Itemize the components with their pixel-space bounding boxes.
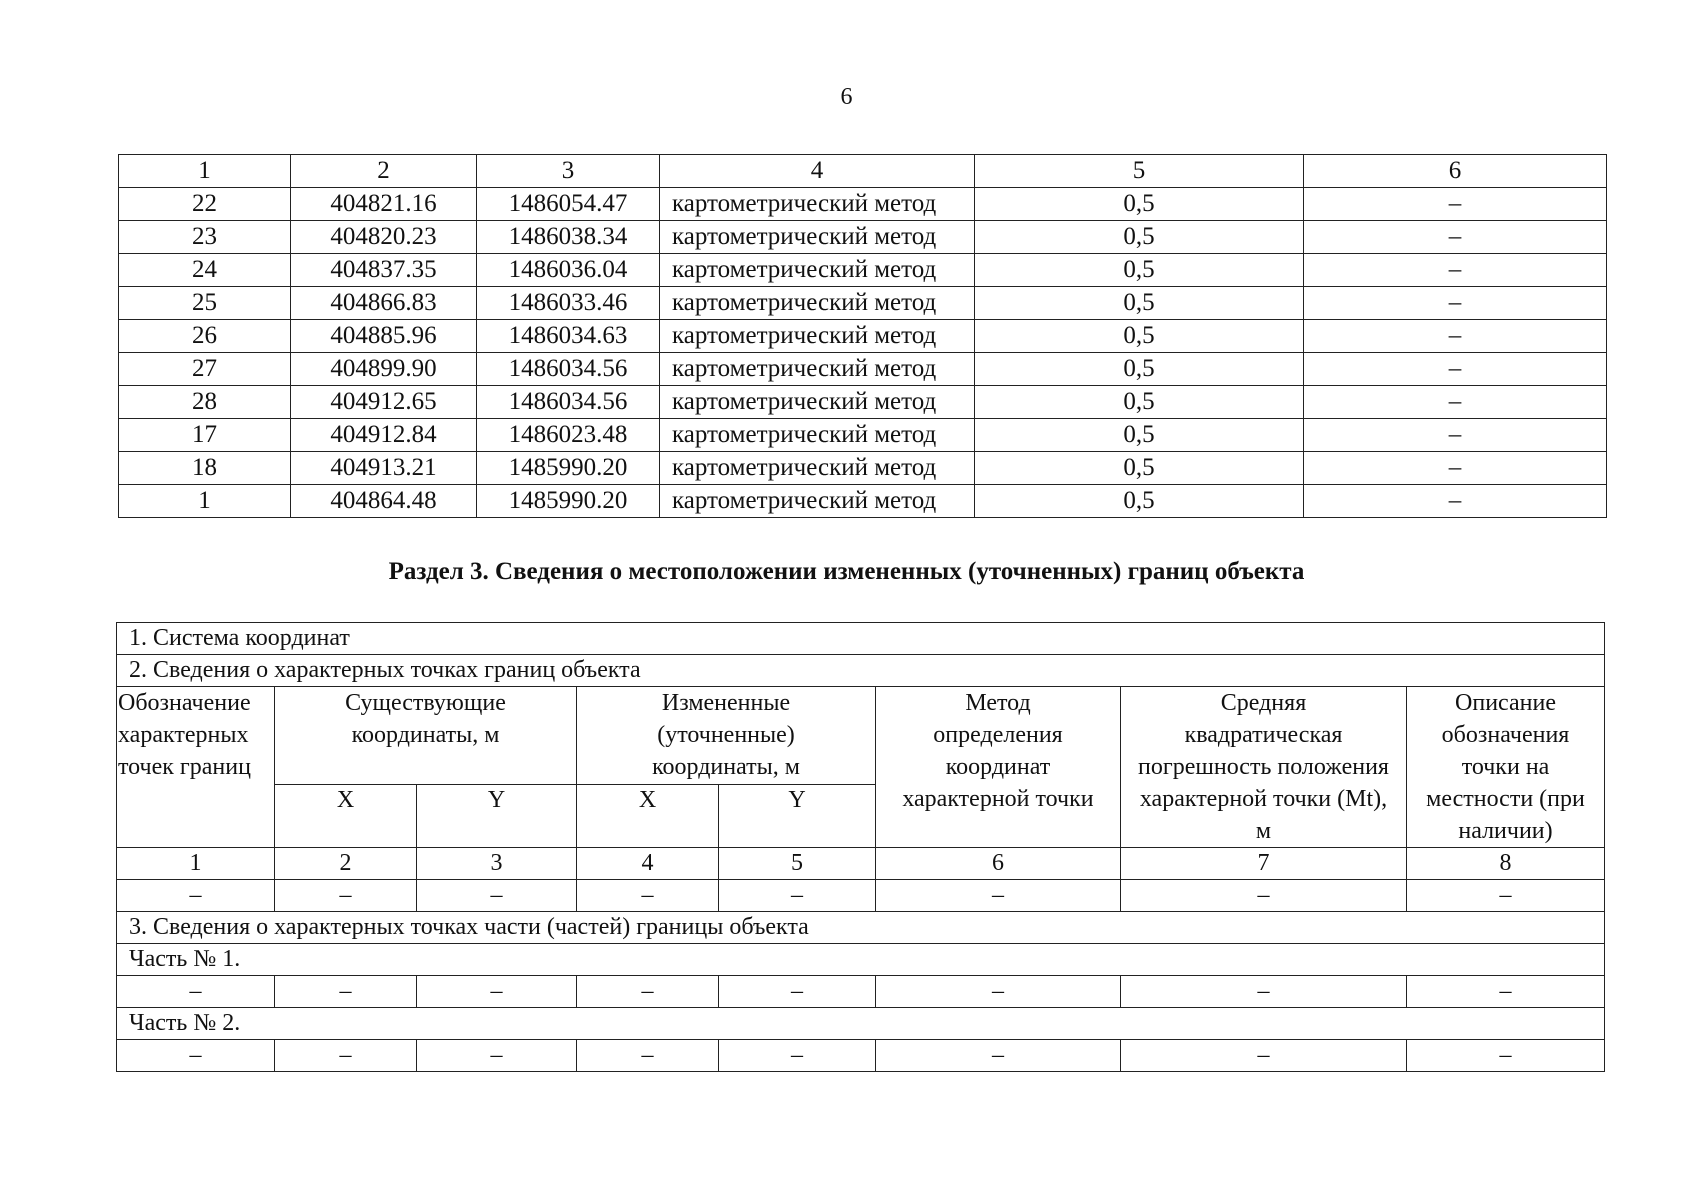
description-cell: – bbox=[1304, 320, 1607, 353]
point-number: 17 bbox=[119, 419, 291, 452]
header-existing-coords bbox=[275, 687, 577, 785]
description-cell: – bbox=[1304, 254, 1607, 287]
header-line: квадратическая bbox=[1184, 722, 1343, 748]
part2-row bbox=[117, 1008, 1605, 1040]
description-cell: – bbox=[1304, 485, 1607, 518]
dash-cell: – bbox=[1121, 880, 1407, 912]
parts-title-row bbox=[117, 912, 1605, 944]
method-cell: картометрический метод bbox=[660, 188, 975, 221]
column-number: 1 bbox=[119, 155, 291, 188]
header-changed-coords bbox=[577, 687, 876, 785]
header-line: наличии) bbox=[1458, 818, 1553, 844]
header-row-top bbox=[117, 687, 1605, 785]
column-number: 8 bbox=[1407, 848, 1605, 880]
point-number: 28 bbox=[119, 386, 291, 419]
column-number: 4 bbox=[577, 848, 719, 880]
table-row bbox=[119, 452, 1607, 485]
description-cell: – bbox=[1304, 353, 1607, 386]
error-value: 0,5 bbox=[975, 485, 1304, 518]
point-number: 22 bbox=[119, 188, 291, 221]
header-line: координаты, м bbox=[652, 754, 800, 780]
header-line: точки на bbox=[1461, 754, 1550, 780]
sub-header-x: X bbox=[275, 785, 417, 848]
changed-boundaries-table bbox=[116, 622, 1605, 1072]
description-cell: – bbox=[1304, 221, 1607, 254]
coord-y: 1486023.48 bbox=[477, 419, 660, 452]
error-value: 0,5 bbox=[975, 419, 1304, 452]
description-cell: – bbox=[1304, 188, 1607, 221]
column-number: 5 bbox=[975, 155, 1304, 188]
coord-y: 1486054.47 bbox=[477, 188, 660, 221]
dash-cell: – bbox=[719, 880, 876, 912]
empty-data-row bbox=[117, 976, 1605, 1008]
column-numbers-row bbox=[117, 848, 1605, 880]
header-line: определения bbox=[933, 722, 1063, 748]
part1-label: Часть № 1. bbox=[117, 944, 1605, 976]
points-title-row bbox=[117, 655, 1605, 687]
column-number: 6 bbox=[1304, 155, 1607, 188]
dash-cell: – bbox=[117, 880, 275, 912]
sub-header-y: Y bbox=[719, 785, 876, 848]
header-line: (уточненные) bbox=[657, 722, 795, 748]
parts-title: 3. Сведения о характерных точках части (частей) границы объекта bbox=[117, 912, 1605, 944]
column-number: 3 bbox=[477, 155, 660, 188]
point-number: 25 bbox=[119, 287, 291, 320]
dash-cell: – bbox=[417, 976, 577, 1008]
table-row bbox=[119, 386, 1607, 419]
header-mean-error bbox=[1121, 687, 1407, 848]
error-value: 0,5 bbox=[975, 188, 1304, 221]
table-row bbox=[119, 353, 1607, 386]
coord-y: 1485990.20 bbox=[477, 452, 660, 485]
point-number: 23 bbox=[119, 221, 291, 254]
table-row bbox=[119, 485, 1607, 518]
header-line: Существующие bbox=[345, 690, 506, 716]
sub-header-y: Y bbox=[417, 785, 577, 848]
coord-x: 404912.65 bbox=[291, 386, 477, 419]
method-cell: картометрический метод bbox=[660, 254, 975, 287]
table-row bbox=[119, 419, 1607, 452]
empty-data-row bbox=[117, 1040, 1605, 1072]
dash-cell: – bbox=[117, 1040, 275, 1072]
error-value: 0,5 bbox=[975, 353, 1304, 386]
section-title: Раздел 3. Сведения о местоположении измененных (уточненных) границ объекта bbox=[388, 558, 1305, 585]
dash-cell: – bbox=[876, 976, 1121, 1008]
coord-y: 1486034.63 bbox=[477, 320, 660, 353]
header-line: характерной точки bbox=[902, 786, 1094, 812]
dash-cell: – bbox=[1121, 976, 1407, 1008]
coord-y: 1486034.56 bbox=[477, 353, 660, 386]
header-description bbox=[1407, 687, 1605, 848]
table-row bbox=[119, 320, 1607, 353]
coord-system-row bbox=[117, 623, 1605, 655]
error-value: 0,5 bbox=[975, 320, 1304, 353]
header-line: обозначения bbox=[1441, 722, 1570, 748]
column-number: 2 bbox=[291, 155, 477, 188]
method-cell: картометрический метод bbox=[660, 419, 975, 452]
column-number: 5 bbox=[719, 848, 876, 880]
dash-cell: – bbox=[1407, 880, 1605, 912]
header-line: координаты, м bbox=[351, 722, 500, 748]
header-method bbox=[876, 687, 1121, 848]
coord-x: 404912.84 bbox=[291, 419, 477, 452]
table-row bbox=[119, 188, 1607, 221]
header-line: Метод bbox=[965, 690, 1031, 716]
header-designation bbox=[117, 687, 275, 848]
sub-header-x: X bbox=[577, 785, 719, 848]
header-line: точек границ bbox=[118, 754, 251, 780]
column-number: 2 bbox=[275, 848, 417, 880]
method-cell: картометрический метод bbox=[660, 386, 975, 419]
coord-y: 1485990.20 bbox=[477, 485, 660, 518]
dash-cell: – bbox=[719, 1040, 876, 1072]
description-cell: – bbox=[1304, 287, 1607, 320]
error-value: 0,5 bbox=[975, 452, 1304, 485]
coord-y: 1486036.04 bbox=[477, 254, 660, 287]
header-line: координат bbox=[945, 754, 1051, 780]
coord-x: 404866.83 bbox=[291, 287, 477, 320]
empty-data-row bbox=[117, 880, 1605, 912]
error-value: 0,5 bbox=[975, 221, 1304, 254]
table-header-row bbox=[119, 155, 1607, 188]
point-number: 27 bbox=[119, 353, 291, 386]
header-line: Измененные bbox=[661, 690, 791, 716]
dash-cell: – bbox=[1121, 1040, 1407, 1072]
error-value: 0,5 bbox=[975, 254, 1304, 287]
dash-cell: – bbox=[577, 880, 719, 912]
coord-x: 404821.16 bbox=[291, 188, 477, 221]
header-line: Обозначение bbox=[118, 690, 251, 716]
point-number: 1 bbox=[119, 485, 291, 518]
column-number: 6 bbox=[876, 848, 1121, 880]
dash-cell: – bbox=[117, 976, 275, 1008]
dash-cell: – bbox=[1407, 976, 1605, 1008]
coord-x: 404837.35 bbox=[291, 254, 477, 287]
points-title: 2. Сведения о характерных точках границ объекта bbox=[117, 655, 1605, 687]
table-row bbox=[119, 287, 1607, 320]
dash-cell: – bbox=[577, 1040, 719, 1072]
error-value: 0,5 bbox=[975, 386, 1304, 419]
header-line: м bbox=[1255, 818, 1272, 844]
coord-system-label: 1. Система координат bbox=[117, 623, 1605, 655]
method-cell: картометрический метод bbox=[660, 221, 975, 254]
description-cell: – bbox=[1304, 452, 1607, 485]
method-cell: картометрический метод bbox=[660, 353, 975, 386]
method-cell: картометрический метод bbox=[660, 485, 975, 518]
header-line: характерной точки (Mt), bbox=[1139, 786, 1388, 812]
dash-cell: – bbox=[275, 976, 417, 1008]
point-number: 18 bbox=[119, 452, 291, 485]
coord-x: 404820.23 bbox=[291, 221, 477, 254]
header-line: Описание bbox=[1455, 690, 1556, 716]
part2-label: Часть № 2. bbox=[117, 1008, 1605, 1040]
column-number: 3 bbox=[417, 848, 577, 880]
header-line: местности (при bbox=[1426, 786, 1585, 812]
page-number: 6 bbox=[840, 84, 853, 110]
coord-y: 1486034.56 bbox=[477, 386, 660, 419]
coord-y: 1486038.34 bbox=[477, 221, 660, 254]
dash-cell: – bbox=[719, 976, 876, 1008]
boundary-points-table bbox=[118, 154, 1607, 518]
coord-x: 404899.90 bbox=[291, 353, 477, 386]
description-cell: – bbox=[1304, 386, 1607, 419]
table-row bbox=[119, 221, 1607, 254]
header-line: Средняя bbox=[1220, 690, 1307, 716]
coord-y: 1486033.46 bbox=[477, 287, 660, 320]
point-number: 24 bbox=[119, 254, 291, 287]
error-value: 0,5 bbox=[975, 287, 1304, 320]
coord-x: 404864.48 bbox=[291, 485, 477, 518]
coord-x: 404885.96 bbox=[291, 320, 477, 353]
dash-cell: – bbox=[876, 1040, 1121, 1072]
column-number: 7 bbox=[1121, 848, 1407, 880]
description-cell: – bbox=[1304, 419, 1607, 452]
dash-cell: – bbox=[417, 880, 577, 912]
method-cell: картометрический метод bbox=[660, 320, 975, 353]
method-cell: картометрический метод bbox=[660, 287, 975, 320]
part1-row bbox=[117, 944, 1605, 976]
point-number: 26 bbox=[119, 320, 291, 353]
header-line: характерных bbox=[118, 722, 249, 748]
column-number: 1 bbox=[117, 848, 275, 880]
dash-cell: – bbox=[876, 880, 1121, 912]
table-row bbox=[119, 254, 1607, 287]
method-cell: картометрический метод bbox=[660, 452, 975, 485]
header-line: погрешность положения bbox=[1138, 754, 1389, 780]
dash-cell: – bbox=[577, 976, 719, 1008]
coord-x: 404913.21 bbox=[291, 452, 477, 485]
column-number: 4 bbox=[660, 155, 975, 188]
dash-cell: – bbox=[275, 880, 417, 912]
dash-cell: – bbox=[417, 1040, 577, 1072]
dash-cell: – bbox=[1407, 1040, 1605, 1072]
dash-cell: – bbox=[275, 1040, 417, 1072]
